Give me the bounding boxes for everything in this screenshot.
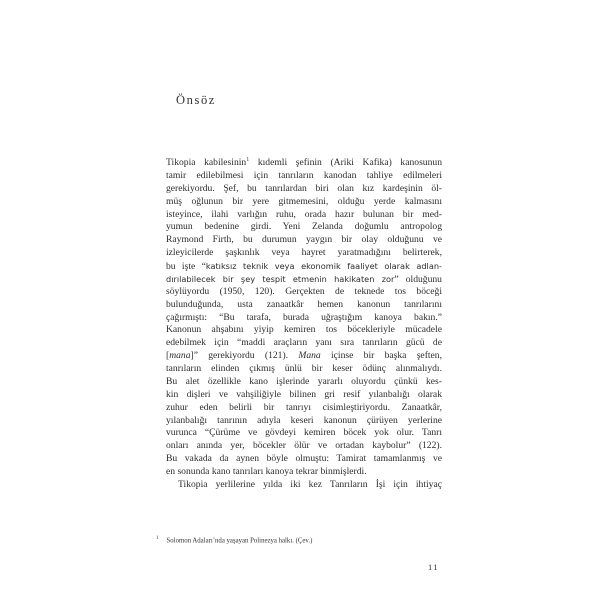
text-line — [166, 299, 442, 312]
text-line — [166, 415, 442, 428]
text-line — [166, 324, 442, 337]
paragraph-1 — [166, 157, 442, 479]
footnote-text: Solomon Adaları’nda yaşayan Polinezya halkı. (Çev.) — [166, 537, 313, 545]
text-line — [166, 350, 442, 363]
text-run: bulunduğunda, usta zanaatkâr hemen kanonun tanrılarını — [166, 298, 442, 310]
text-line — [166, 363, 442, 376]
footnote — [156, 536, 446, 544]
text-line — [166, 234, 442, 247]
text-run: söylüyordu (1950, 120). Gerçekten de teknede tos böceği — [166, 285, 442, 297]
text-run: Bu alet özellikle kano işlerinde yararlı oluyordu çünkü kes- — [166, 375, 442, 387]
text-run: Tikopia kabilesinin — [166, 157, 247, 168]
italic-text: mana — [169, 350, 191, 362]
text-line — [166, 440, 442, 453]
text-run: tamir edilebilmesi için tanrıların kanodan tahliye edilmeleri — [166, 169, 442, 181]
text-line — [166, 273, 442, 286]
text-line — [166, 453, 442, 466]
text-run: onları anında yer, böcekler ölür ve ortadan kaybolur” (122). — [166, 440, 442, 452]
quoted-text: dırılabilecek bir şey tespit etmenin hakikaten zor — [166, 273, 395, 284]
text-run: içinse bir başka şeften, — [320, 350, 443, 362]
text-line — [166, 312, 442, 325]
text-run: edebilmek için “maddi araçların yanı sıra tanrıların gücü de — [166, 337, 442, 349]
footnote-marker: 1 — [246, 156, 250, 163]
text-line — [166, 157, 442, 170]
text-line — [166, 260, 442, 273]
text-run: vurunca “Çürüme ve gövdeyi kemiren böcek yok olur. Tanrı — [166, 427, 442, 439]
text-run: bu işte “ — [166, 261, 206, 272]
text-run: müş oğlunun bir yere gitmemesini, olduğu yerde kalmasını — [166, 195, 442, 207]
text-run: Kanonun ahşabını yiyip kemiren tos böcekleriyle mücadele — [166, 324, 442, 336]
text-run: izleyicilerde şaşkınlık veya hayret yaratmadığını belirterek, — [166, 247, 442, 259]
text-line — [166, 247, 442, 260]
text-line — [166, 376, 442, 389]
text-run: [ — [166, 350, 170, 362]
text-line — [166, 286, 442, 299]
text-run: Tikopia yerlilerine yılda iki kez Tanrıların İşi için ihtiyaç — [178, 478, 442, 490]
text-line — [166, 466, 442, 479]
text-line — [166, 402, 442, 415]
text-line — [166, 196, 442, 209]
page-number: 11 — [428, 562, 440, 572]
footnote-number: 1 — [156, 536, 159, 541]
text-run: Bu vakada da aynen böyle olmuştu: Tamirat tamamlanmış ve — [166, 453, 442, 465]
text-run: en sonunda kano tanrıları kanoya tekrar binmişlerdi. — [166, 466, 367, 477]
text-run: kıdemli şefinin (Ariki Kafika) kanosunun — [249, 157, 442, 168]
text-line — [166, 221, 442, 234]
text-run: tanrıların elinden çıkmış ünlü bir keser ödünç alınmalıydı. — [166, 363, 442, 374]
body-text — [166, 157, 442, 492]
text-run: gerekiyordu. Şef, bu tanrılardan biri olan kız kardeşinin öl- — [166, 182, 442, 194]
text-line — [166, 427, 442, 440]
italic-text: Mana — [298, 350, 321, 362]
text-run: zuhur eden belirli bir tanrıyı cisimleştiriyordu. Zanaatkâr, — [166, 401, 442, 413]
text-run: yılanbalığı tanrının adıyla keseri kanonun çürüyen yerlerine — [166, 414, 442, 426]
paragraph-2 — [166, 479, 442, 492]
text-line — [166, 170, 442, 183]
text-line — [166, 479, 442, 492]
text-run: çağırmıştı: “Bu tarafa, burada uğraştığım kanoya bakın.” — [166, 311, 442, 323]
chapter-heading: Önsöz — [176, 93, 216, 107]
text-line — [166, 209, 442, 222]
text-run: isteyince, ilahi varlığın ruhu, orada hazır bulunan bir med- — [166, 208, 442, 220]
text-line — [166, 337, 442, 350]
text-run: ” olduğunu — [394, 273, 442, 285]
quoted-text: katıksız teknik veya ekonomik faaliyet olarak adlan- — [205, 261, 442, 271]
text-line — [166, 183, 442, 196]
text-run: Raymond Firth, bu durumun yaygın bir olay olduğunu ve — [166, 234, 442, 246]
text-run: yumun bedenine girdi. Yeni Zelanda doğumlu antropolog — [166, 221, 442, 233]
text-line — [166, 389, 442, 402]
text-run: ]” gerekiyordu (121). — [190, 350, 299, 362]
text-run: kin dişleri ve vahşiliğiyle bilinen gri resif yılanbalığı olarak — [166, 388, 442, 400]
